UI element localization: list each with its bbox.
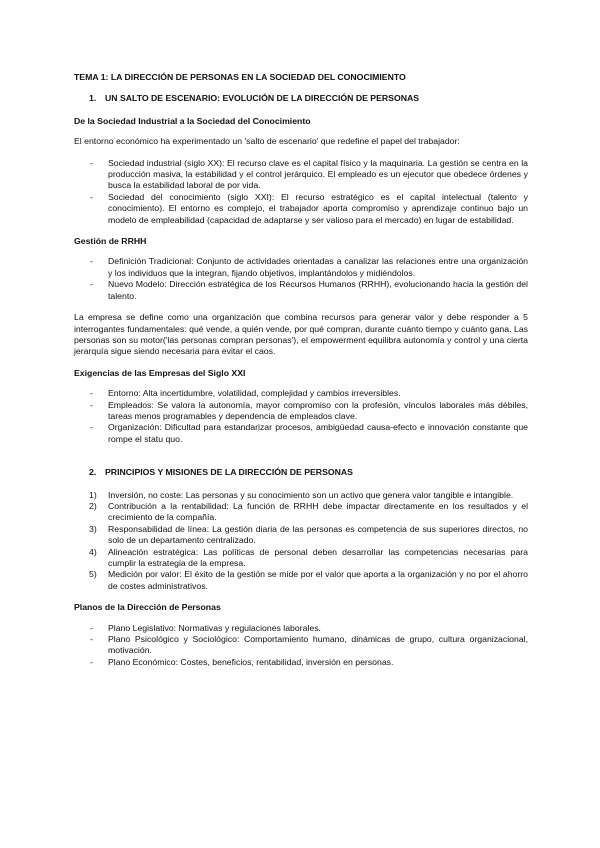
dash-bullet: -	[90, 157, 93, 168]
list-item-text: Inversión, no coste: Las personas y su conocimiento son un activo que genera valor tangible e intangible.	[108, 489, 514, 500]
list-item	[74, 388, 528, 399]
subsection-rrhh-heading: Gestión de RRHH	[74, 236, 147, 247]
item-number: 4)	[89, 546, 97, 557]
list-item	[74, 657, 528, 668]
planes-list	[74, 623, 528, 669]
section-1-title: UN SALTO DE ESCENARIO: EVOLUCIÓN DE LA DIRECCIÓN DE PERSONAS	[105, 93, 420, 104]
demands-list	[74, 388, 528, 445]
item-number: 3)	[89, 523, 97, 534]
society-list	[74, 158, 528, 226]
rrhh-list	[74, 256, 528, 302]
item-number: 2)	[89, 500, 97, 511]
list-item	[74, 192, 528, 226]
list-item	[74, 256, 528, 279]
dash-bullet: -	[90, 422, 93, 433]
list-item-text: Contribución a la rentabilidad: La función de RRHH debe impactar directamente en los resultados y el crecimiento de la compañía.	[108, 500, 528, 523]
principles-list	[74, 490, 528, 593]
list-item-text: Organización: Dificultad para estandarizar procesos, ambigüedad causa-efecto e innovación constante que rompe el statu quo.	[108, 422, 528, 444]
subsection-society-heading: De la Sociedad Industrial a la Sociedad del Conocimiento	[74, 115, 311, 126]
item-number: 1)	[89, 489, 97, 500]
list-item-text: Plano Legislativo: Normativas y regulaciones laborales.	[108, 622, 321, 633]
list-item-text: Responsabilidad de línea: La gestión diaria de las personas es competencia de sus superiores directos, no solo de un departamento centralizado.	[108, 523, 528, 546]
subsection-planes-heading: Planos de la Dirección de Personas	[74, 602, 221, 613]
list-item-text: Definición Tradicional: Conjunto de actividades orientadas a canalizar las relaciones entre una organización y los individuos que la integran, fijando objetivos, implantándolos y midiéndolos.	[108, 256, 528, 278]
dash-bullet: -	[90, 399, 93, 410]
rrhh-paragraph: La empresa se define como una organización que combina recursos para generar valor y debe responder a 5 interrogantes fundamentales: qué vende, a quién vende, por qué compran, durante cuánto tiempo y cuánto gana. Las personas son su motor('las personas compran personas'), el empowerment equilibra autonomía y control y una cierta jerarquía sigue siendo necesaria para evitar el caos.	[74, 312, 528, 357]
list-item-text: Medición por valor: El éxito de la gestión se mide por el valor que aporta a la organización y no por el ahorro de costes administrativos.	[108, 569, 528, 591]
section-2-heading	[74, 467, 528, 478]
section-1-heading	[74, 93, 528, 104]
list-item-text: Entorno: Alta incertidumbre, volatilidad, complejidad y cambios irreversibles.	[108, 388, 401, 399]
subsection-demands-heading: Exigencias de las Empresas del Siglo XXI	[74, 367, 246, 378]
section-2-title: PRINCIPIOS Y MISIONES DE LA DIRECCIÓN DE PERSONAS	[105, 467, 353, 478]
list-item	[74, 501, 528, 524]
list-item-text: Nuevo Modelo: Dirección estratégica de los Recursos Humanos (RRHH), evolucionando hacia la gestión del talento.	[108, 279, 528, 301]
list-item	[74, 634, 528, 657]
subsection-society-intro: El entorno económico ha experimentado un 'salto de escenario' que redefine el papel del trabajador:	[74, 136, 460, 147]
list-item	[74, 623, 528, 634]
dash-bullet: -	[90, 656, 93, 667]
list-item-text: Alineación estratégica: Las políticas de personal deben desarrollar las competencias necesarias para cumplir la estrategia de la empresa.	[108, 546, 528, 568]
section-1-number: 1.	[89, 93, 97, 104]
section-2-number: 2.	[89, 467, 97, 478]
item-number: 5)	[89, 569, 97, 580]
list-item	[74, 490, 528, 501]
list-item	[74, 158, 528, 192]
list-item-text: Sociedad industrial (siglo XX): El recurso clave es el capital físico y la maquinaria. La gestión se centra en la producción masiva, la estabilidad y el control jerárquico. El empleado es un ejecutor que obedece órdenes y busca la estabilidad laboral de por vida.	[108, 157, 528, 191]
document-page	[74, 72, 528, 678]
dash-bullet: -	[90, 634, 93, 645]
list-item	[74, 400, 528, 423]
list-item	[74, 279, 528, 302]
dash-bullet: -	[90, 622, 93, 633]
spacer	[74, 455, 528, 467]
list-item-text: Empleados: Se valora la autonomía, mayor compromiso con la profesión, vínculos laborales más débiles, tareas menos programables y dependencia de empleados clave.	[108, 399, 528, 421]
list-item-text: Sociedad del conocimiento (siglo XXI): El recurso estratégico es el capital intelectual (talento y conocimiento). El entorno es complejo, el trabajador aporta compromiso y aprendizaje continuo bajo un modelo de empleabilidad (capacidad de adaptarse y ser valioso para el mercado) en lugar de estabilidad.	[108, 191, 528, 225]
list-item-text: Plano Psicológico y Sociológico: Comportamiento humano, dinámicas de grupo, cultura organizacional, motivación.	[108, 634, 528, 656]
dash-bullet: -	[90, 388, 93, 399]
list-item	[74, 524, 528, 547]
document-title: TEMA 1: LA DIRECCIÓN DE PERSONAS EN LA SOCIEDAD DEL CONOCIMIENTO	[74, 72, 406, 82]
dash-bullet: -	[90, 256, 93, 267]
list-item	[74, 569, 528, 592]
list-item	[74, 547, 528, 570]
dash-bullet: -	[90, 191, 93, 202]
list-item	[74, 422, 528, 445]
list-item-text: Plano Económico: Costes, beneficios, rentabilidad, inversión en personas.	[108, 656, 394, 667]
dash-bullet: -	[90, 279, 93, 290]
